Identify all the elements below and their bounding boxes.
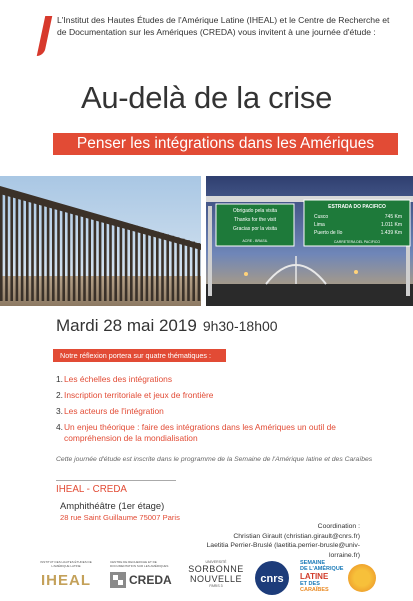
creda-emblem-icon [110, 572, 126, 588]
themes-heading: Notre réflexion portera sur quatre thématiques : [60, 351, 212, 360]
fence-post [83, 211, 86, 301]
fence-post [198, 243, 201, 301]
fence-post [146, 229, 149, 301]
list-item: 4. Un enjeu théorique : faire des intégrations dans les Amériques un outil de compréhension de la mondialisation [56, 422, 336, 443]
subtitle: Penser les intégrations dans les Amériques [76, 135, 375, 152]
list-item: 1. Les échelles des intégrations [56, 374, 173, 384]
fence-post [78, 210, 81, 301]
fence-post [10, 191, 13, 301]
venue-address: 28 rue Saint Guillaume 75007 Paris [60, 513, 180, 522]
fence-post [99, 216, 102, 301]
fence-post [109, 218, 112, 301]
sign-right-footer: CARRETERA DEL PACIFICO [333, 240, 381, 244]
fence-post [130, 224, 133, 301]
svg-text:cnrs: cnrs [260, 573, 284, 585]
fence-post [21, 194, 24, 301]
fence-post [140, 227, 143, 301]
sign-line-2: Thanks for the visit [234, 217, 276, 223]
fence-post [47, 201, 50, 301]
fence-post [135, 226, 138, 301]
semaine-logo: SEMAINE DE L'AMÉRIQUE LATINE ET DES CARAÏBES [300, 560, 376, 596]
sign-line-1: Obrigado pela visita [232, 208, 278, 214]
event-day: Mardi 28 mai 2019 [56, 316, 197, 335]
fence-post [88, 213, 91, 301]
list-item: 2. Inscription territoriale et jeux de frontière [56, 390, 214, 400]
fence-post [5, 189, 8, 301]
sign-dist-3: 1.439 Km [380, 230, 402, 236]
fence-post [68, 207, 71, 301]
divider [56, 480, 176, 481]
sign-place-1: Cusco [314, 214, 329, 220]
fence-post [114, 220, 117, 301]
iheal-logo: INSTITUT DES HAUTES ÉTUDES DE L'AMÉRIQUE LATINE IHEAL [40, 560, 92, 589]
fence-post [192, 242, 195, 301]
themes-list [56, 374, 376, 449]
sorbonne-logo: UNIVERSITÉ SORBONNE NOUVELLE PARIS 3 [188, 560, 244, 588]
fence-post [0, 188, 3, 301]
organizer: IHEAL - CREDA [56, 484, 127, 495]
event-date [56, 316, 278, 336]
creda-logo: CENTRE DE RECHERCHE ET DE DOCUMENTATION SUR LES AMÉRIQUES CREDA [110, 560, 172, 587]
fence-post [26, 195, 29, 301]
sign-dist-1: 745 Km [384, 214, 402, 220]
fence-post [161, 233, 164, 301]
fence-post [42, 200, 45, 301]
cnrs-logo [254, 560, 292, 596]
fence-post [94, 214, 97, 301]
fence-post [36, 198, 39, 301]
fence-post [187, 240, 190, 301]
sign-right-title: ESTRADA DO PACIFICO [328, 204, 386, 210]
sign-dist-2: 1.011 Km [380, 222, 402, 228]
program-note: Cette journée d'étude est inscrite dans le programme de la Semaine de l'Amérique latine et des Caraïbes [56, 456, 373, 463]
fence-post [57, 204, 60, 301]
list-item: 3. Les acteurs de l'intégration [56, 406, 164, 416]
sign-place-2: Lima [314, 222, 325, 228]
intro-text: L'Institut des Hautes Études de l'Amérique Latine (IHEAL) et le Centre de Recherche et de Documentation sur les Amériques (CREDA) vous invitent à une journée d'étude : [57, 15, 390, 37]
fence-post [182, 239, 185, 301]
sign-line-3: Gracias por la visita [233, 226, 277, 232]
fence-post [151, 230, 154, 301]
fence-post [177, 237, 180, 301]
coordination: Coordination : Christian Girault (christian.girault@cnrs.fr) Laetitia Perrier-Bruslé (laetitia.perrier-brusle@univ-lorraine.fr) [206, 523, 360, 559]
event-time: 9h30-18h00 [202, 318, 278, 334]
accent-mark [37, 16, 53, 56]
fence-post [172, 236, 175, 301]
sign-line-4: ACRE - BRASIL [242, 239, 268, 243]
fence-post [156, 232, 159, 302]
fence-post [52, 203, 55, 302]
venue-room: Amphithéâtre (1er étage) [60, 500, 165, 511]
fence-post [125, 223, 128, 301]
fence-post [120, 221, 123, 301]
fence-post [73, 208, 76, 301]
road-sign-photo [206, 176, 413, 306]
fence-post [166, 234, 169, 301]
page-title: Au-delà de la crise [80, 80, 333, 115]
fence-post [62, 205, 65, 301]
fence-post [104, 217, 107, 301]
fence-post [16, 192, 19, 301]
sign-place-3: Puerto de Ilo [314, 230, 343, 236]
border-fence-photo [0, 176, 201, 306]
fence-post [31, 197, 34, 301]
